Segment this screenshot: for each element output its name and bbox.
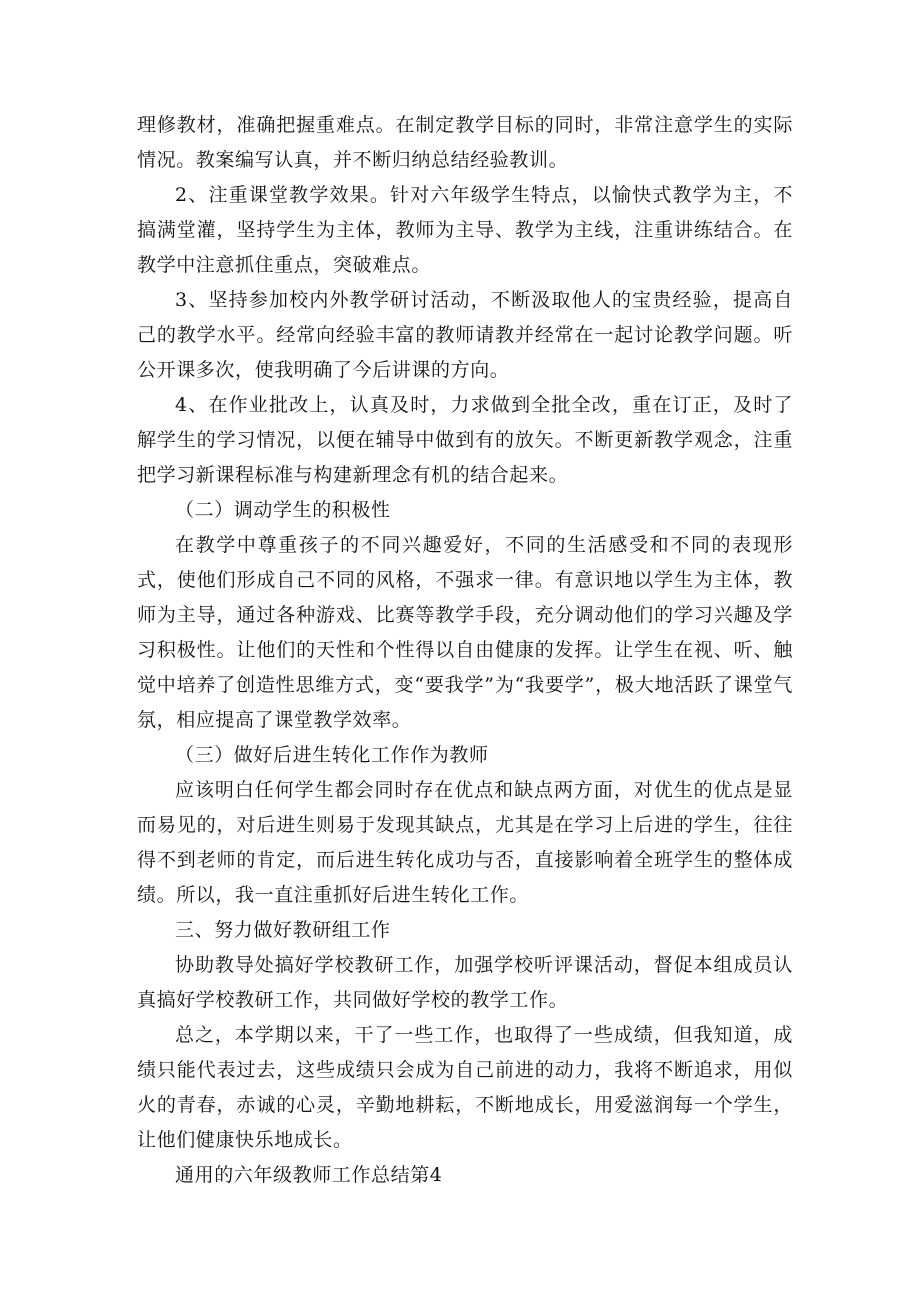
paragraph-item-3: 3、坚持参加校内外教学研讨活动，不断汲取他人的宝贵经验，提高自己的教学水平。经常向经验丰富的教师请教并经常在一起讨论教学问题。听公开课多次，使我明确了今后讲课的方向。 [137, 289, 793, 381]
paragraph-conclusion: 总之，本学期以来，干了一些工作，也取得了一些成绩，但我知道，成绩只能代表过去，这些成绩只会成为自己前进的动力，我将不断追求，用似火的青春，赤诚的心灵，辛勤地耕耘，不断地成长，用爱滋润每一个学生，让他们健康快乐地成长。 [137, 1024, 793, 1151]
paragraph-continuation: 理修教材，准确把握重难点。在制定教学目标的同时，非常注意学生的实际情况。教案编写认真，并不断归纳总结经验教训。 [137, 114, 793, 171]
section-heading-3: （三）做好后进生转化工作作为教师 [175, 744, 489, 766]
section-heading-2: （二）调动学生的积极性 [175, 499, 391, 521]
paragraph-struggling-students: 应该明白任何学生都会同时存在优点和缺点两方面，对优生的优点是显而易见的，对后进生则易于发现其缺点，尤其是在学习上后进的学生，往往得不到老师的肯定，而后进生转化成功与否，直接影响着全班学生的整体成绩。所以，我一直注重抓好后进生转化工作。 [137, 779, 793, 906]
paragraph-item-4: 4、在作业批改上，认真及时，力求做到全批全改，重在订正，及时了解学生的学习情况，以便在辅导中做到有的放矢。不断更新教学观念，注重把学习新课程标准与构建新理念有机的结合起来。 [137, 394, 793, 486]
section-heading-teaching-research: 三、努力做好教研组工作 [175, 919, 391, 941]
paragraph-motivation: 在教学中尊重孩子的不同兴趣爱好，不同的生活感受和不同的表现形式，使他们形成自己不同的风格，不强求一律。有意识地以学生为主体，教师为主导，通过各种游戏、比赛等教学手段，充分调动他们的学习兴趣及学习积极性。让他们的天性和个性得以自由健康的发挥。让学生在视、听、触觉中培养了创造性思维方式，变“要我学”为“我要学”，极大地活跃了课堂气氛，相应提高了课堂教学效率。 [137, 534, 793, 731]
paragraph-teaching-research: 协助教导处搞好学校教研工作，加强学校听评课活动，督促本组成员认真搞好学校教研工作，共同做好学校的教学工作。 [137, 954, 793, 1011]
document-body [137, 108, 793, 1193]
next-document-title: 通用的六年级教师工作总结第4 [175, 1164, 443, 1186]
paragraph-item-2: 2、注重课堂教学效果。针对六年级学生特点，以愉快式教学为主，不搞满堂灌，坚持学生为主体，教师为主导、教学为主线，注重讲练结合。在教学中注意抓住重点，突破难点。 [137, 184, 793, 276]
